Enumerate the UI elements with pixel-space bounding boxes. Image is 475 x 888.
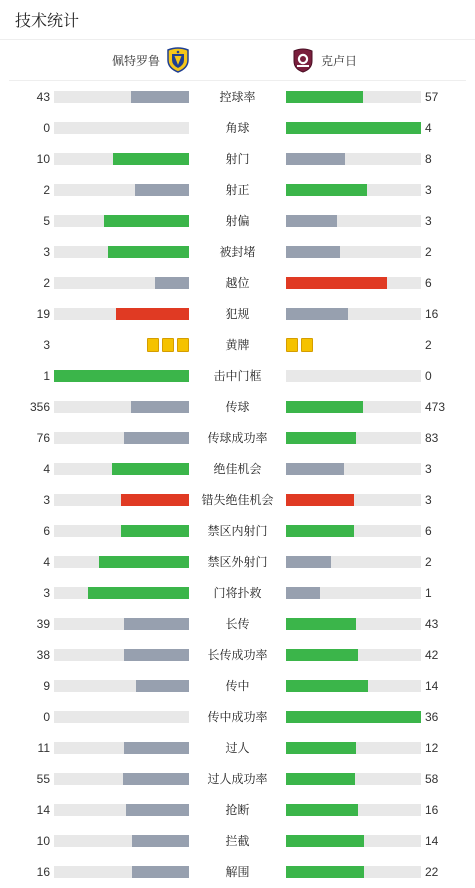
stat-label: 角球 (225, 121, 250, 135)
stat-label: 射门 (225, 152, 250, 166)
home-bar-fill (124, 742, 189, 754)
away-bar-fill (286, 494, 354, 506)
away-bar-track (286, 680, 421, 692)
stat-label: 越位 (225, 276, 250, 290)
away-value: 3 (425, 183, 432, 197)
home-value: 6 (43, 524, 50, 538)
away-value: 16 (425, 803, 439, 817)
yellow-card-icon (147, 338, 159, 352)
away-value: 2 (425, 555, 432, 569)
away-bar-fill (286, 91, 363, 103)
home-bar-fill (108, 246, 189, 258)
away-value: 58 (425, 772, 439, 786)
home-bar-fill (155, 277, 189, 289)
away-bar-fill (286, 711, 421, 723)
stat-row (0, 644, 475, 666)
teams-row (9, 40, 466, 81)
stat-label: 绝佳机会 (213, 462, 262, 476)
stat-row (0, 675, 475, 697)
home-bar-fill (116, 308, 189, 320)
stats-header (0, 0, 475, 40)
away-value: 22 (425, 865, 439, 879)
stat-label: 错失绝佳机会 (201, 493, 274, 507)
home-bar-fill (132, 866, 189, 878)
stat-label: 控球率 (219, 90, 256, 104)
away-bar-fill (286, 587, 320, 599)
away-value: 12 (425, 741, 439, 755)
away-bar-fill (286, 866, 364, 878)
home-bar-fill (113, 153, 189, 165)
stat-row (0, 365, 475, 387)
away-value: 42 (425, 648, 439, 662)
stat-row (0, 830, 475, 852)
stat-label: 门将扑救 (213, 586, 262, 600)
away-value: 6 (425, 276, 432, 290)
home-bar-fill (131, 401, 189, 413)
away-bar-track (286, 277, 421, 289)
away-value: 1 (425, 586, 432, 600)
away-team-crest-icon (291, 47, 315, 73)
home-bar-fill (131, 91, 189, 103)
away-bar-track (286, 556, 421, 568)
home-value: 3 (43, 493, 50, 507)
away-value: 2 (425, 245, 432, 259)
home-team[interactable] (112, 47, 190, 73)
home-value: 2 (43, 183, 50, 197)
stat-row (0, 768, 475, 790)
away-bar-fill (286, 432, 356, 444)
home-bar-track (54, 401, 189, 413)
away-value: 8 (425, 152, 432, 166)
home-value: 55 (36, 772, 50, 786)
home-bar-track (54, 277, 189, 289)
home-bar-fill (112, 463, 189, 475)
stat-row (0, 551, 475, 573)
stat-row (0, 706, 475, 728)
home-bar-track (54, 525, 189, 537)
stat-label: 射偏 (225, 214, 250, 228)
home-bar-track (54, 308, 189, 320)
stat-label: 传中 (225, 679, 250, 693)
stat-row (0, 303, 475, 325)
away-bar-track (286, 525, 421, 537)
home-value: 3 (43, 586, 50, 600)
home-bar-fill (104, 215, 189, 227)
home-value: 9 (43, 679, 50, 693)
home-bar-track (54, 556, 189, 568)
stat-label: 犯规 (225, 307, 250, 321)
home-team-crest-icon (166, 47, 190, 73)
away-bar-track (286, 866, 421, 878)
stat-label: 传球 (225, 400, 250, 414)
away-bar-track (286, 432, 421, 444)
home-bar-fill (99, 556, 189, 568)
stat-label: 长传成功率 (207, 648, 268, 662)
away-value: 473 (425, 400, 446, 414)
home-bar-fill (124, 618, 189, 630)
away-value: 57 (425, 90, 439, 104)
away-bar-track (286, 370, 421, 382)
away-value: 4 (425, 121, 432, 135)
home-bar-track (54, 618, 189, 630)
home-bar-fill (123, 773, 189, 785)
home-value: 4 (43, 462, 50, 476)
away-value: 14 (425, 679, 439, 693)
home-bar-fill (132, 835, 189, 847)
away-bar-fill (286, 618, 356, 630)
home-value: 356 (29, 400, 50, 414)
home-bar-track (54, 494, 189, 506)
away-bar-fill (286, 556, 331, 568)
stat-row (0, 427, 475, 449)
away-bar-track (286, 184, 421, 196)
away-bar-track (286, 494, 421, 506)
away-value: 14 (425, 834, 439, 848)
away-yellow-cards (286, 338, 313, 352)
away-bar-track (286, 122, 421, 134)
yellow-card-icon (162, 338, 174, 352)
away-team[interactable] (291, 47, 357, 73)
away-bar-track (286, 773, 421, 785)
stat-label: 禁区内射门 (207, 524, 268, 538)
home-bar-track (54, 432, 189, 444)
home-value: 2 (43, 276, 50, 290)
home-bar-track (54, 246, 189, 258)
stat-row (0, 148, 475, 170)
stat-label: 传球成功率 (207, 431, 268, 445)
stat-row (0, 737, 475, 759)
away-team-name: 克卢日 (321, 53, 358, 68)
away-bar-track (286, 308, 421, 320)
stat-row (0, 334, 475, 356)
away-bar-fill (286, 649, 358, 661)
home-bar-track (54, 649, 189, 661)
home-bar-track (54, 742, 189, 754)
home-bar-track (54, 215, 189, 227)
stat-label: 长传 (225, 617, 250, 631)
away-value: 3 (425, 214, 432, 228)
away-value: 6 (425, 524, 432, 538)
stat-row (0, 272, 475, 294)
away-bar-track (286, 711, 421, 723)
home-value: 10 (36, 834, 50, 848)
home-value: 11 (37, 741, 50, 755)
stat-row (0, 613, 475, 635)
away-bar-track (286, 91, 421, 103)
home-bar-track (54, 463, 189, 475)
yellow-card-icon (301, 338, 313, 352)
away-value: 83 (425, 431, 439, 445)
yellow-card-icon (286, 338, 298, 352)
away-value: 0 (425, 369, 432, 383)
home-value: 38 (36, 648, 50, 662)
home-bar-fill (126, 804, 189, 816)
home-bar-fill (88, 587, 189, 599)
away-value: 36 (425, 710, 439, 724)
away-value: 16 (425, 307, 439, 321)
home-bar-fill (124, 649, 189, 661)
home-value: 1 (43, 369, 50, 383)
away-bar-track (286, 401, 421, 413)
home-value: 19 (36, 307, 50, 321)
stat-row (0, 489, 475, 511)
home-value: 3 (43, 245, 50, 259)
home-value: 0 (43, 710, 50, 724)
home-bar-fill (124, 432, 189, 444)
away-bar-track (286, 742, 421, 754)
away-bar-fill (286, 525, 354, 537)
stat-row (0, 396, 475, 418)
stat-label: 拦截 (225, 834, 250, 848)
home-bar-fill (121, 494, 189, 506)
stat-label: 过人成功率 (207, 772, 268, 786)
stat-row (0, 458, 475, 480)
stat-label: 过人 (225, 741, 250, 755)
away-bar-fill (286, 246, 340, 258)
away-bar-fill (286, 773, 355, 785)
home-bar-track (54, 804, 189, 816)
away-bar-fill (286, 277, 387, 289)
away-bar-track (286, 618, 421, 630)
away-bar-fill (286, 835, 364, 847)
home-bar-track (54, 153, 189, 165)
stat-label: 被封堵 (219, 245, 256, 259)
stat-label: 击中门框 (213, 369, 262, 383)
away-bar-fill (286, 215, 337, 227)
home-team-name: 佩特罗鲁 (111, 53, 160, 68)
home-bar-track (54, 184, 189, 196)
home-bar-track (54, 835, 189, 847)
stat-label: 抢断 (225, 803, 250, 817)
home-value: 16 (36, 865, 50, 879)
away-bar-fill (286, 680, 368, 692)
stat-label: 解围 (225, 865, 250, 879)
stat-row (0, 179, 475, 201)
home-bar-track (54, 680, 189, 692)
away-bar-fill (286, 153, 345, 165)
away-bar-track (286, 215, 421, 227)
stat-row (0, 861, 475, 883)
stat-row (0, 799, 475, 821)
away-bar-fill (286, 804, 358, 816)
home-value: 39 (36, 617, 50, 631)
away-bar-track (286, 587, 421, 599)
away-bar-track (286, 153, 421, 165)
home-bar-fill (136, 680, 189, 692)
home-value: 5 (43, 214, 50, 228)
stat-row (0, 520, 475, 542)
home-value: 3 (43, 338, 50, 352)
away-bar-fill (286, 184, 367, 196)
away-bar-track (286, 835, 421, 847)
stat-row (0, 117, 475, 139)
home-bar-track (54, 122, 189, 134)
home-value: 76 (36, 431, 50, 445)
home-bar-track (54, 773, 189, 785)
away-bar-fill (286, 401, 363, 413)
stat-row (0, 582, 475, 604)
away-bar-fill (286, 742, 356, 754)
away-bar-fill (286, 122, 421, 134)
home-bar-fill (121, 525, 189, 537)
away-bar-track (286, 804, 421, 816)
stat-row (0, 210, 475, 232)
stat-row (0, 86, 475, 108)
away-bar-track (286, 463, 421, 475)
away-bar-track (286, 649, 421, 661)
home-value: 4 (43, 555, 50, 569)
away-value: 3 (425, 493, 432, 507)
stat-label: 射正 (225, 183, 250, 197)
away-bar-fill (286, 463, 344, 475)
home-bar-track (54, 370, 189, 382)
home-bar-track (54, 866, 189, 878)
away-value: 2 (425, 338, 432, 352)
home-value: 43 (36, 90, 50, 104)
away-bar-track (286, 246, 421, 258)
home-bar-track (54, 587, 189, 599)
home-bar-fill (135, 184, 189, 196)
home-value: 10 (36, 152, 50, 166)
stat-label: 黄牌 (225, 338, 250, 352)
home-value: 0 (43, 121, 50, 135)
home-bar-fill (54, 370, 189, 382)
home-value: 14 (36, 803, 50, 817)
stat-label: 传中成功率 (207, 710, 268, 724)
away-value: 43 (425, 617, 439, 631)
away-value: 3 (425, 462, 432, 476)
stat-label: 禁区外射门 (207, 555, 268, 569)
home-yellow-cards (147, 338, 189, 352)
yellow-card-icon (177, 338, 189, 352)
home-bar-track (54, 91, 189, 103)
page-title: 技术统计 (15, 13, 80, 30)
home-bar-track (54, 711, 189, 723)
away-bar-fill (286, 308, 348, 320)
stat-row (0, 241, 475, 263)
